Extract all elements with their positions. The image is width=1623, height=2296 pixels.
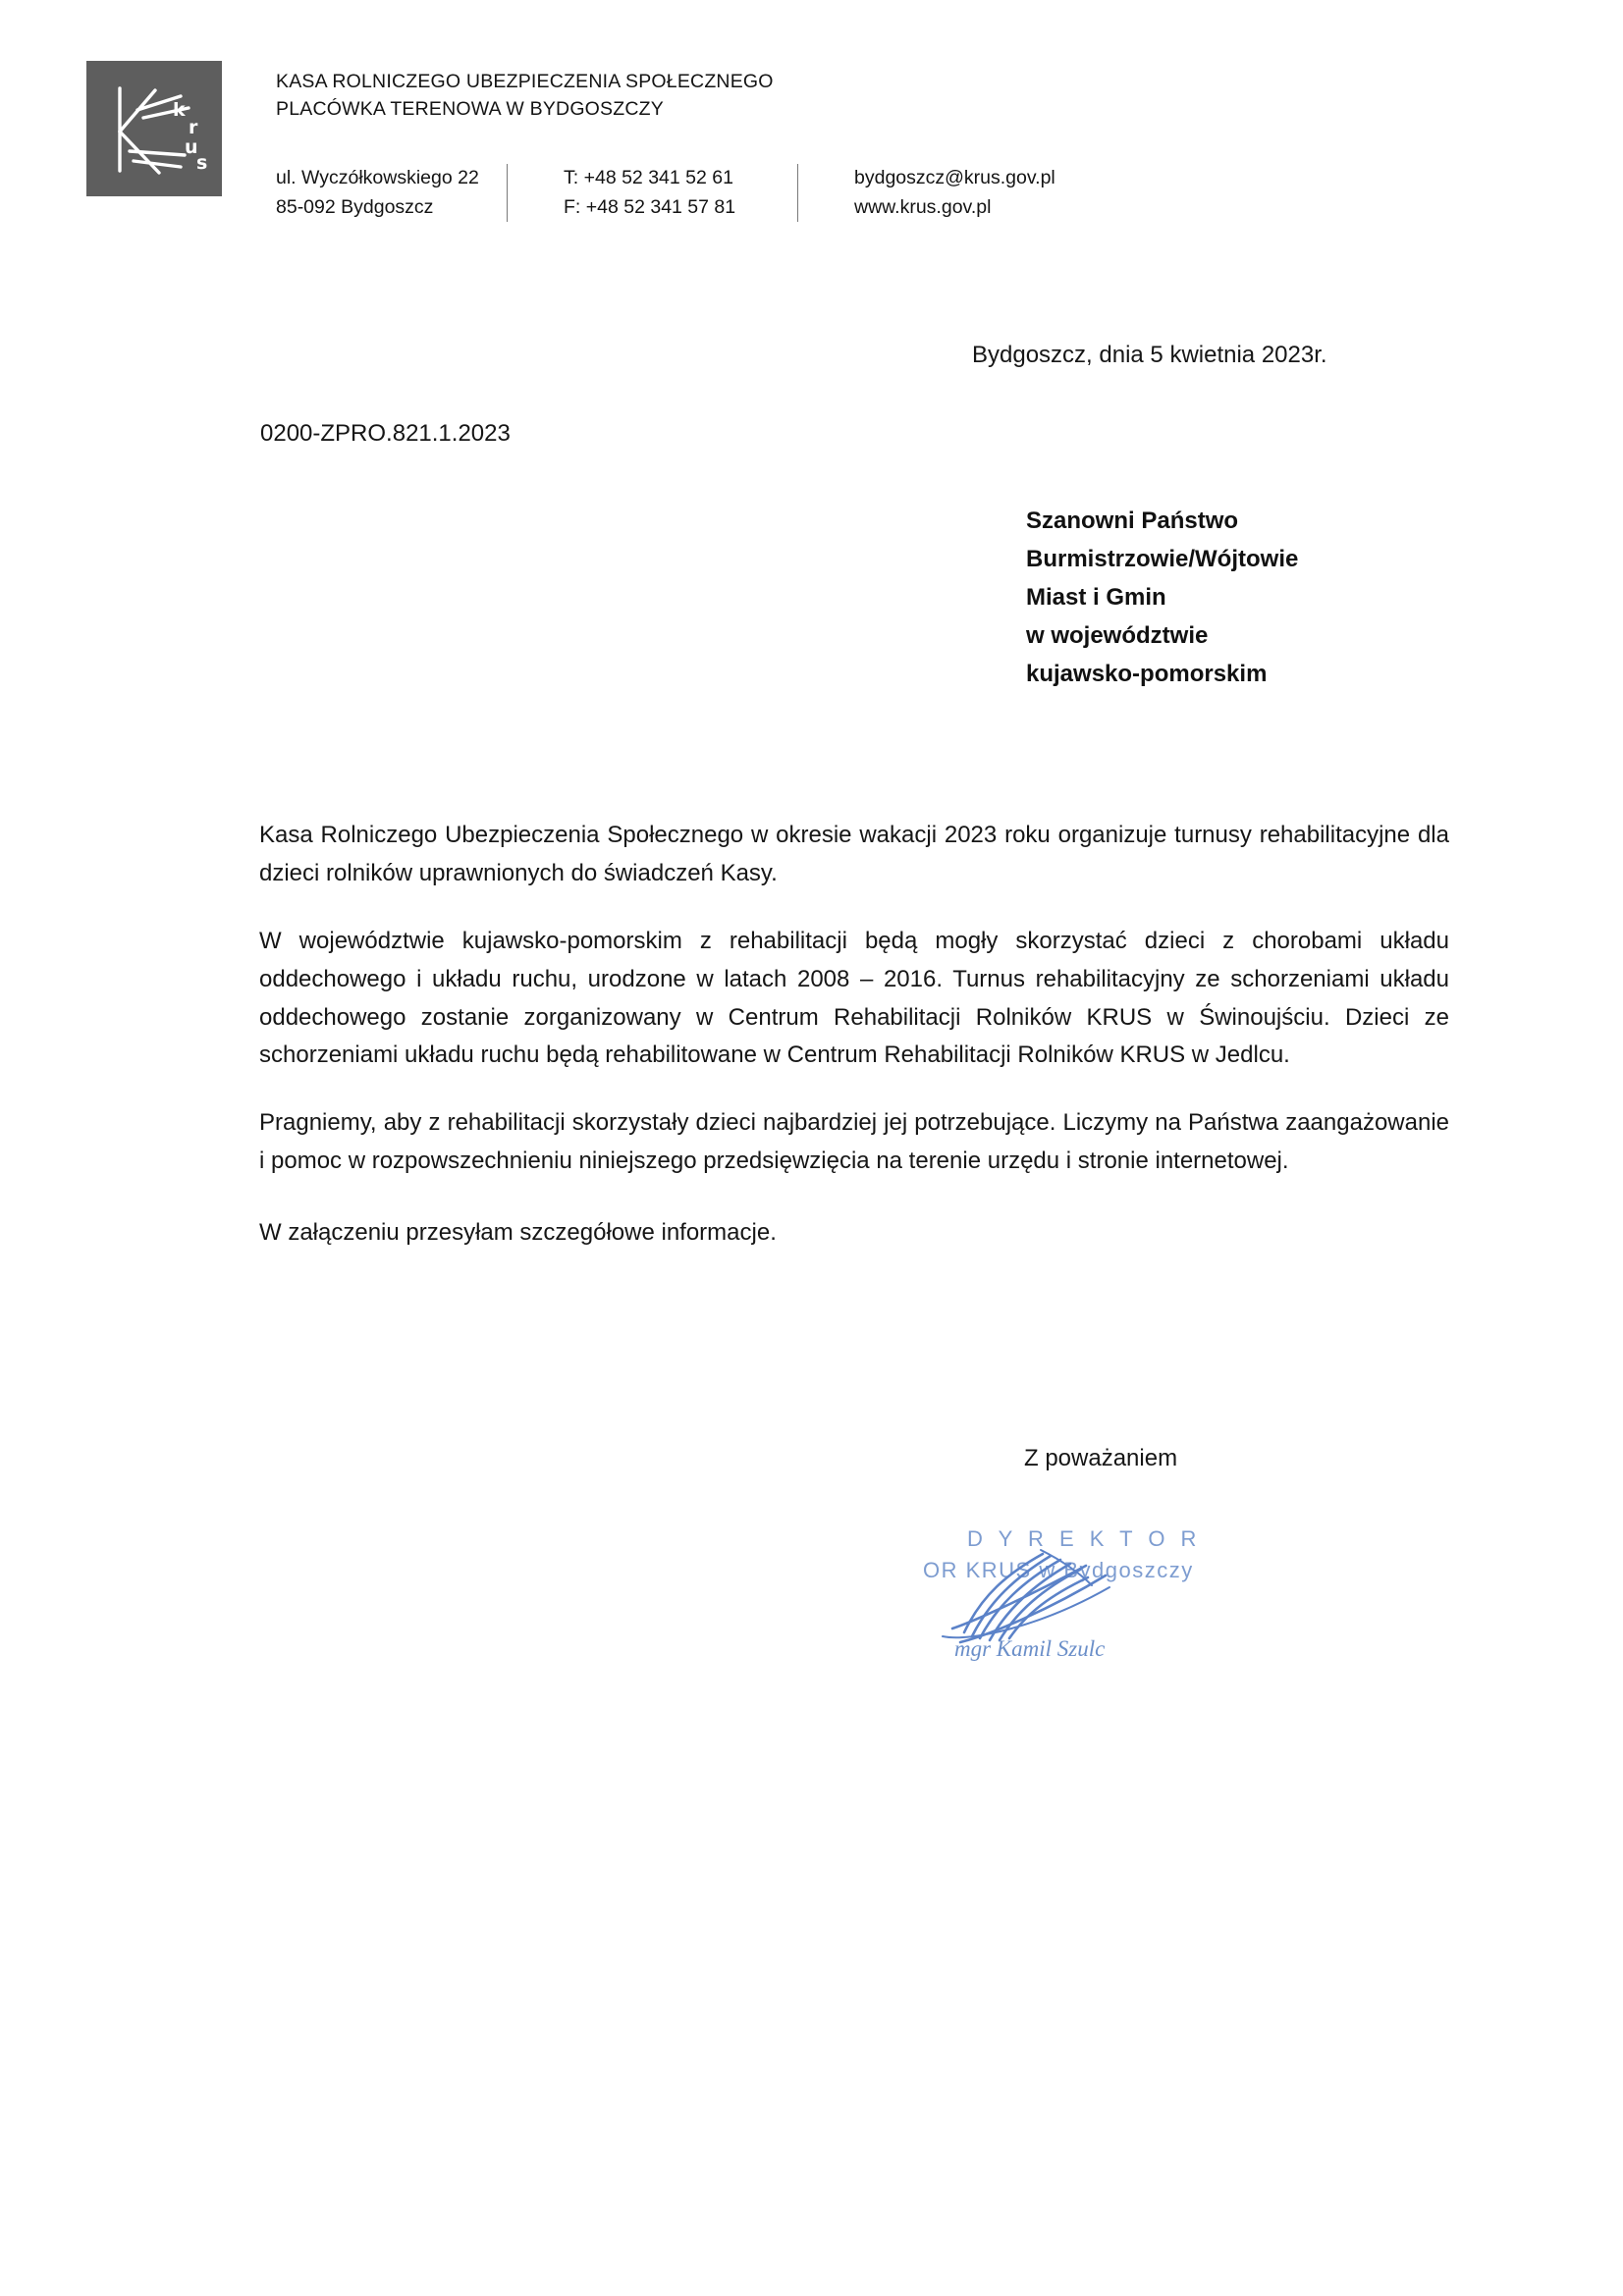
letterhead bbox=[86, 61, 1363, 222]
contact-row bbox=[276, 164, 1363, 222]
address-line1: ul. Wyczółkowskiego 22 bbox=[276, 167, 479, 189]
paragraph: Kasa Rolniczego Ubezpieczenia Społecznego w okresie wakacji 2023 roku organizuje turnusy rehabilitacyjne dla dzieci rolników uprawnionych do świadczeń Kasy. bbox=[259, 822, 1449, 886]
signature-stamp bbox=[913, 1526, 1208, 1664]
paragraph: W załączeniu przesyłam szczegółowe informacje. bbox=[259, 1219, 777, 1246]
organization-name-line1: KASA ROLNICZEGO UBEZPIECZENIA SPOŁECZNEGO bbox=[276, 71, 774, 92]
svg-text:k: k bbox=[173, 99, 186, 121]
web-block bbox=[854, 164, 1055, 222]
phone-block bbox=[564, 164, 797, 222]
addressee-line: Burmistrzowie/Wójtowie bbox=[1026, 545, 1299, 572]
letter-body bbox=[259, 817, 1449, 1253]
phone-line: T: +48 52 341 52 61 bbox=[564, 167, 733, 189]
signer-name: mgr Kamil Szulc bbox=[954, 1636, 1106, 1661]
email-address[interactable]: bydgoszcz@krus.gov.pl bbox=[854, 167, 1055, 189]
address-block bbox=[276, 164, 507, 222]
divider-2 bbox=[797, 164, 798, 222]
krus-logo-icon bbox=[86, 61, 222, 196]
organization-name-line2: PLACÓWKA TERENOWA W BYDGOSZCZY bbox=[276, 97, 664, 120]
address-line2: 85-092 Bydgoszcz bbox=[276, 195, 434, 218]
stamp-office-line: OR KRUS w Bydgoszczy bbox=[923, 1558, 1194, 1582]
addressee-block bbox=[1026, 503, 1298, 693]
handwritten-signature-icon bbox=[913, 1526, 1208, 1664]
addressee-line: Szanowni Państwo bbox=[1026, 507, 1239, 534]
website-url[interactable]: www.krus.gov.pl bbox=[854, 195, 992, 218]
paragraph: W województwie kujawsko-pomorskim z rehabilitacji będą mogły skorzystać dzieci z chorobami układu oddechowego i układu ruchu, urodzone w latach 2008 – 2016. Turnus rehabilitacyjny ze schorzeniami układu oddechowego zostanie zorganizowany w Centrum Rehabilitacji Rolników KRUS w Świnoujściu. Dzieci ze schorzeniami układu ruchu będą rehabilitowane w Centrum Rehabilitacji Rolników KRUS w Jedlcu. bbox=[259, 927, 1449, 1069]
divider-1 bbox=[507, 164, 508, 222]
addressee-line: Miast i Gmin bbox=[1026, 583, 1166, 611]
fax-line: F: +48 52 341 57 81 bbox=[564, 195, 736, 218]
place-and-date: Bydgoszcz, dnia 5 kwietnia 2023r. bbox=[972, 342, 1327, 368]
svg-text:r: r bbox=[189, 117, 198, 138]
paragraph: Pragniemy, aby z rehabilitacji skorzystały dzieci najbardziej jej potrzebujące. Liczymy na Państwa zaangażowanie i pomoc w rozpowszechnieniu niniejszego przedsięwzięcia na terenie urzędu i stronie internetowej. bbox=[259, 1109, 1449, 1175]
reference-number: 0200-ZPRO.821.1.2023 bbox=[260, 420, 511, 447]
closing-phrase: Z poważaniem bbox=[1024, 1445, 1178, 1471]
addressee-line: w województwie bbox=[1026, 621, 1209, 649]
letterhead-text bbox=[276, 61, 1363, 222]
addressee-line: kujawsko-pomorskim bbox=[1026, 660, 1268, 687]
stamp-title-line: D Y R E K T O R bbox=[967, 1526, 1202, 1551]
svg-text:s: s bbox=[196, 152, 208, 174]
svg-text:u: u bbox=[185, 136, 198, 158]
